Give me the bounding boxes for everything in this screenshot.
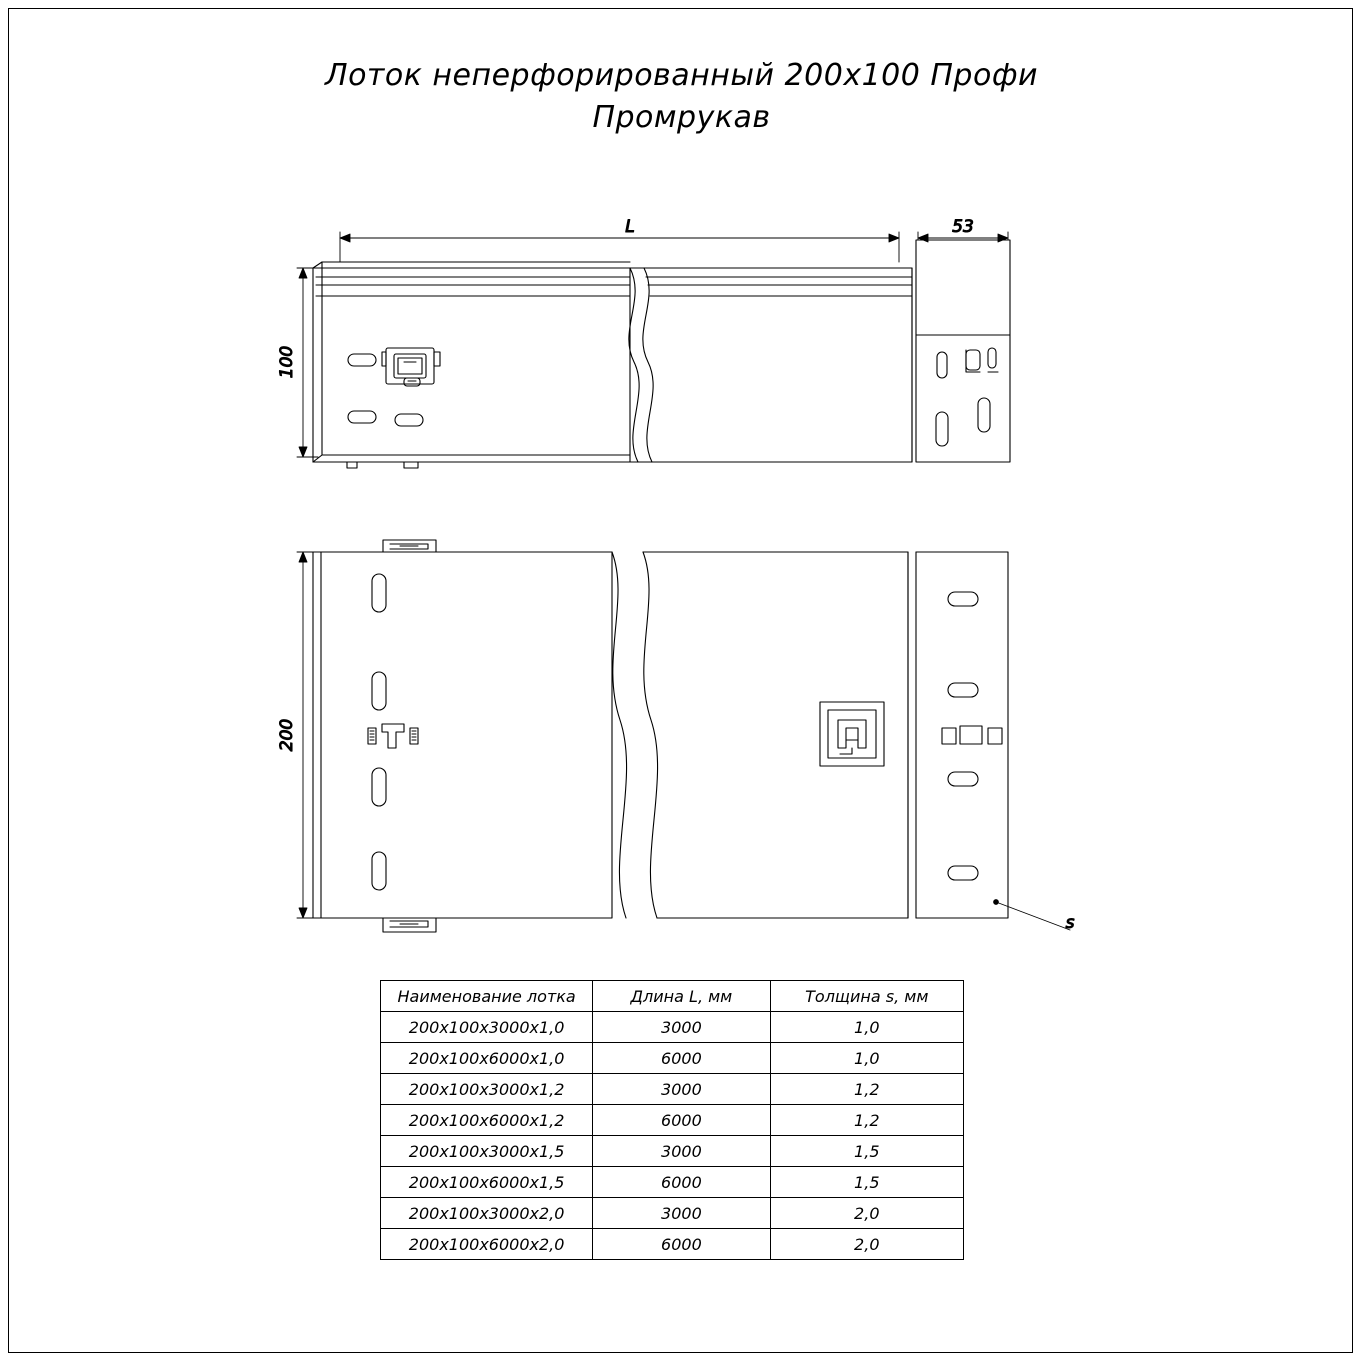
cell-name: 200х100х6000х1,0 <box>381 1043 593 1074</box>
cell-length: 3000 <box>593 1012 770 1043</box>
dimension-height <box>297 268 318 457</box>
dimension-length-label: L <box>625 217 635 237</box>
table-row <box>381 1043 964 1074</box>
cell-thickness: 2,0 <box>770 1198 963 1229</box>
cell-thickness: 1,5 <box>770 1167 963 1198</box>
cell-length: 3000 <box>593 1198 770 1229</box>
cell-name: 200х100х6000х2,0 <box>381 1229 593 1260</box>
table-header-row <box>381 981 964 1012</box>
cell-thickness: 1,5 <box>770 1136 963 1167</box>
table-row <box>381 1074 964 1105</box>
cell-thickness: 1,2 <box>770 1105 963 1136</box>
cell-length: 6000 <box>593 1229 770 1260</box>
cell-name: 200х100х6000х1,2 <box>381 1105 593 1136</box>
table-row <box>381 1136 964 1167</box>
cell-thickness: 1,0 <box>770 1012 963 1043</box>
center-detail <box>368 724 418 748</box>
cell-length: 6000 <box>593 1043 770 1074</box>
side-view-group <box>313 240 1010 468</box>
table-row <box>381 1012 964 1043</box>
dimension-end-width-label: 53 <box>952 217 974 237</box>
cell-name: 200х100х3000х1,0 <box>381 1012 593 1043</box>
logo-mark <box>820 702 884 766</box>
table-row <box>381 1198 964 1229</box>
cell-name: 200х100х3000х2,0 <box>381 1198 593 1229</box>
table-header-name: Наименование лотка <box>381 981 593 1012</box>
cell-length: 3000 <box>593 1074 770 1105</box>
cell-thickness: 2,0 <box>770 1229 963 1260</box>
cell-name: 200х100х3000х1,2 <box>381 1074 593 1105</box>
bracket-detail <box>382 348 440 386</box>
dimension-width-label: 200 <box>277 718 297 752</box>
spec-table <box>380 980 964 1260</box>
cell-name: 200х100х6000х1,5 <box>381 1167 593 1198</box>
table-header-length: Длина L, мм <box>593 981 770 1012</box>
table-header-thickness: Толщина s, мм <box>770 981 963 1012</box>
cell-length: 6000 <box>593 1105 770 1136</box>
table-row <box>381 1229 964 1260</box>
cell-length: 3000 <box>593 1136 770 1167</box>
cell-thickness: 1,0 <box>770 1043 963 1074</box>
cell-thickness: 1,2 <box>770 1074 963 1105</box>
dimension-thickness-label: s <box>1065 913 1075 933</box>
dimension-width <box>297 552 318 918</box>
leader-thickness <box>994 900 1070 930</box>
dimension-height-label: 100 <box>277 345 297 379</box>
top-view-group <box>313 540 1008 932</box>
table-row <box>381 1105 964 1136</box>
table-row <box>381 1167 964 1198</box>
cell-name: 200х100х3000х1,5 <box>381 1136 593 1167</box>
dimension-length <box>340 232 899 262</box>
page-title-line2: Промрукав <box>592 100 771 135</box>
page-title-line1: Лоток неперфорированный 200x100 Профи <box>325 58 1038 93</box>
cell-length: 6000 <box>593 1167 770 1198</box>
